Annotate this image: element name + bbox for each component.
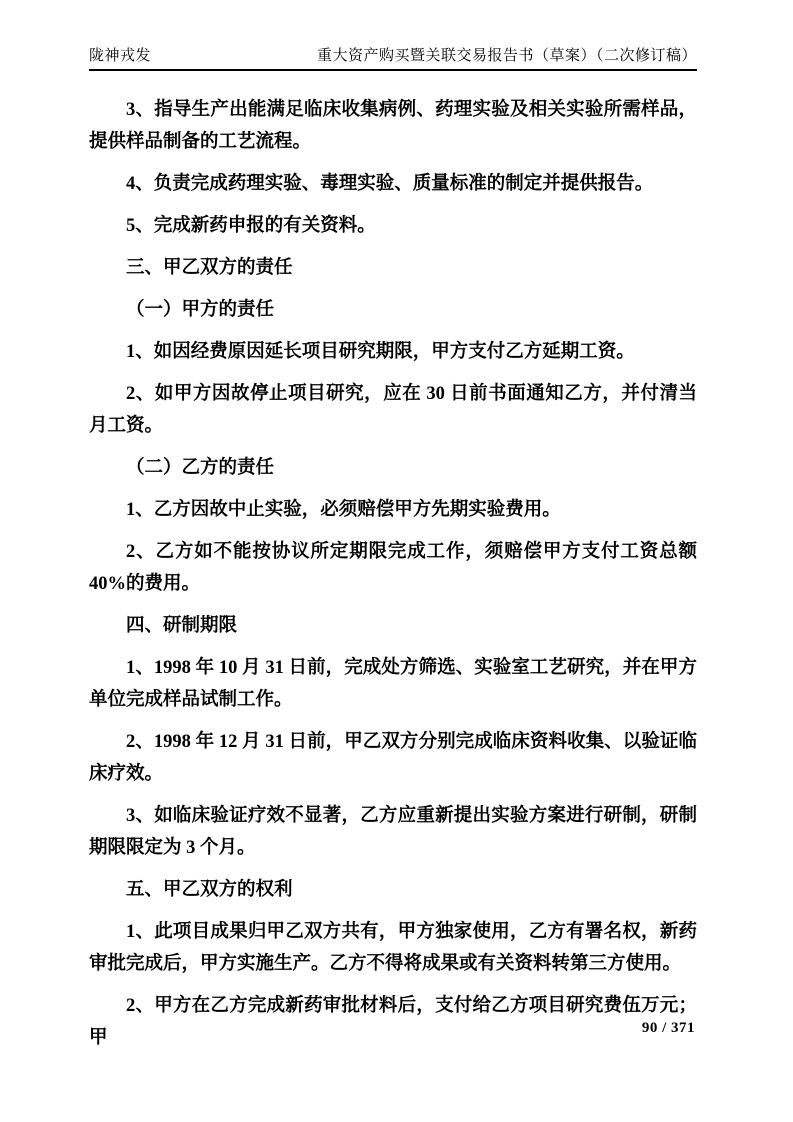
header-right-title: 重大资产购买暨关联交易报告书（草案）（二次修订稿） bbox=[316, 48, 697, 64]
paragraph: 3、如临床验证疗效不显著，乙方应重新提出实验方案进行研制，研制期限限定为 3 个月。 bbox=[89, 806, 697, 858]
paragraph: 2、甲方在乙方完成新药审批材料后，支付给乙方项目研究费伍万元；甲 bbox=[89, 996, 697, 1048]
section-heading: 四、研制期限 bbox=[126, 616, 238, 636]
page-header bbox=[89, 44, 697, 71]
section-heading: 五、甲乙双方的权利 bbox=[126, 880, 293, 900]
section-heading: 三、甲乙双方的责任 bbox=[126, 258, 293, 278]
paragraph: 1、乙方因故中止实验，必须赔偿甲方先期实验费用。 bbox=[126, 500, 561, 520]
section-heading: （一）甲方的责任 bbox=[126, 300, 275, 320]
paragraph: 4、负责完成药理实验、毒理实验、质量标准的制定并提供报告。 bbox=[126, 174, 654, 194]
section-heading: （二）乙方的责任 bbox=[126, 458, 275, 478]
paragraph: 1、1998 年 10 月 31 日前，完成处方筛选、实验室工艺研究，并在甲方单位完成样品试制工作。 bbox=[89, 658, 697, 710]
paragraph: 5、完成新药申报的有关资料。 bbox=[126, 216, 376, 236]
paragraph: 2、如甲方因故停止项目研究，应在 30 日前书面通知乙方，并付清当月工资。 bbox=[89, 384, 697, 436]
paragraph: 1、此项目成果归甲乙双方共有，甲方独家使用，乙方有署名权，新药审批完成后，甲方实施生产。乙方不得将成果或有关资料转第三方使用。 bbox=[89, 922, 697, 974]
paragraph: 2、乙方如不能按协议所定期限完成工作，须赔偿甲方支付工资总额 40%的费用。 bbox=[89, 542, 697, 594]
paragraph: 1、如因经费原因延长项目研究期限，甲方支付乙方延期工资。 bbox=[126, 342, 635, 362]
page-number: 90 / 371 bbox=[641, 1020, 695, 1036]
paragraph: 3、指导生产出能满足临床收集病例、药理实验及相关实验所需样品，提供样品制备的工艺流程。 bbox=[89, 100, 697, 152]
document-body bbox=[89, 94, 697, 1054]
paragraph: 2、1998 年 12 月 31 日前，甲乙双方分别完成临床资料收集、以验证临床疗效。 bbox=[89, 732, 697, 784]
header-left-title: 陇神戎发 bbox=[89, 48, 152, 64]
